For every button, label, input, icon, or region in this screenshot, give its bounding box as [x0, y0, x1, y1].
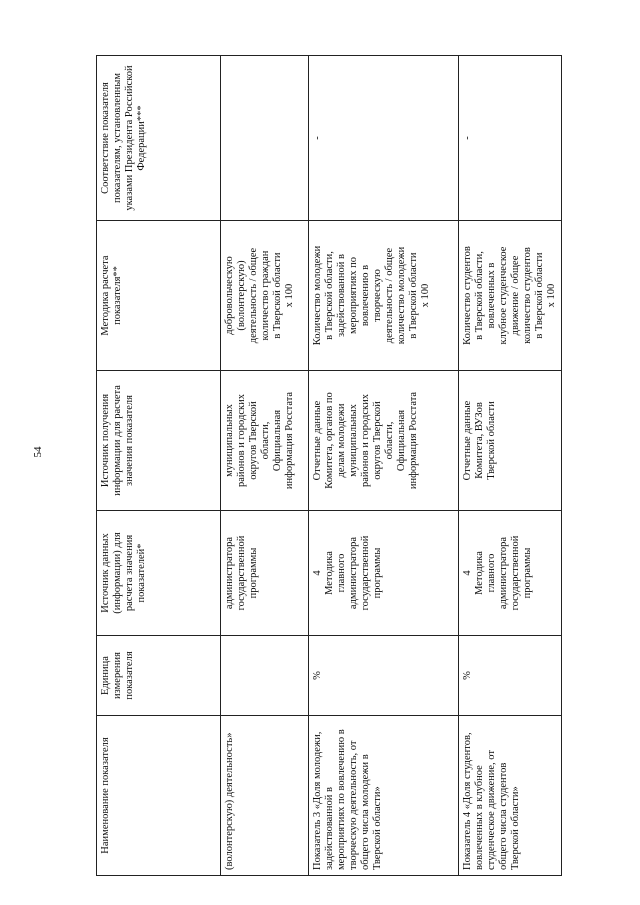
indicator-info-source: Отчетные данные Комитета, органов по делам молодежи муниципальных районов и городских округов Тверской области, Официальная информация Росстата	[309, 371, 459, 511]
indicator-name: Показатель 4 «Доля студентов, вовлеченных в клубное студенческое движение, от общего числа студентов Тверской области»	[459, 716, 562, 876]
indicator-data-source: администратора государственной программы	[221, 511, 309, 636]
header-unit: Единица измерения показателя	[97, 636, 221, 716]
indicator-data-source: 4 Методика главного администратора государственной программы	[459, 511, 562, 636]
header-indicator-name: Наименование показателя	[97, 716, 221, 876]
indicator-data-source: 4 Методика главного администратора государственной программы	[309, 511, 459, 636]
indicator-method: Количество молодежи в Тверской области, задействованной в мероприятиях по вовлечению в творческую деятельность / общее количество молодежи в Тверской области x 100	[309, 221, 459, 371]
indicator-info-source: Отчетные данные Комитета, ВУЗов Тверской области	[459, 371, 562, 511]
indicator-unit: %	[309, 636, 459, 716]
table-row	[309, 56, 459, 876]
indicators-table	[96, 55, 562, 876]
indicator-unit	[221, 636, 309, 716]
header-data-source: Источник данных (информации) для расчета значения показателей*	[97, 511, 221, 636]
indicator-unit: %	[459, 636, 562, 716]
table-row	[221, 56, 309, 876]
table-header-row	[97, 56, 221, 876]
header-compliance: Соответствие показателя показателям, установленным указами Президента Российской Федерации***	[97, 56, 221, 221]
header-info-source: Источник получения информации для расчета значения показателя	[97, 371, 221, 511]
indicator-name: (волонтерскую) деятельность»	[221, 716, 309, 876]
indicator-info-source: муниципальных районов и городских округов Тверской области, Официальная информация Росстата	[221, 371, 309, 511]
indicator-method: добровольческую (волонтерскую) деятельность / общее количество граждан в Тверской области x 100	[221, 221, 309, 371]
indicator-method: Количество студентов в Тверской области, вовлеченных в клубное студенческое движение / общее количество студентов в Тверской области x 100	[459, 221, 562, 371]
table-row	[459, 56, 562, 876]
indicator-compliance: -	[309, 56, 459, 221]
indicator-compliance	[221, 56, 309, 221]
rotated-table-container	[96, 56, 557, 876]
indicator-name: Показатель 3 «Доля молодежи, задействованной в мероприятиях по вовлечению в творческую деятельность, от общего числа молодежи в Тверской области»	[309, 716, 459, 876]
indicator-compliance: -	[459, 56, 562, 221]
header-method: Методика расчета показателя**	[97, 221, 221, 371]
page-number: 54	[32, 446, 44, 458]
